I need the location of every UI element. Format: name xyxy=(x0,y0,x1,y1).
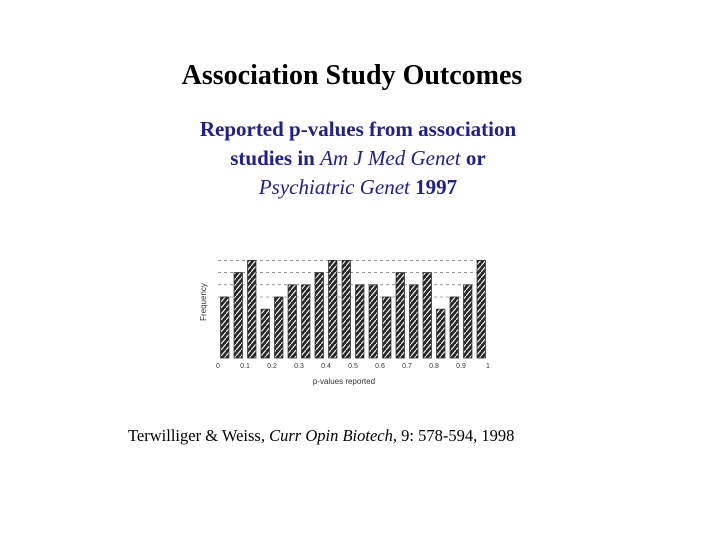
x-tick-label: 0.2 xyxy=(267,363,277,370)
x-ticks xyxy=(216,363,490,370)
x-tick-label: 0.6 xyxy=(375,363,385,370)
bar xyxy=(356,285,364,358)
bar xyxy=(302,285,310,358)
citation xyxy=(128,426,514,446)
x-tick-label: 0.5 xyxy=(348,363,358,370)
bar xyxy=(410,285,418,358)
x-tick-label: 0 xyxy=(216,363,220,370)
histogram-figure xyxy=(196,212,506,397)
bar xyxy=(383,297,391,358)
slide-subtitle xyxy=(100,115,616,202)
subtitle-line-2 xyxy=(100,144,616,173)
x-tick-label: 0.9 xyxy=(456,363,466,370)
bar xyxy=(275,297,283,358)
bar xyxy=(288,285,296,358)
journal-am-j-med-genet: Am J Med Genet xyxy=(320,146,461,170)
bar xyxy=(329,260,337,358)
x-tick-label: 0.3 xyxy=(294,363,304,370)
x-tick-label: 1 xyxy=(486,363,490,370)
bar xyxy=(450,297,458,358)
bar xyxy=(369,285,377,358)
bar xyxy=(396,273,404,358)
subtitle-year: 1997 xyxy=(409,175,458,199)
dashed-gridlines xyxy=(218,260,488,297)
bar xyxy=(248,260,256,358)
bars xyxy=(221,260,486,358)
subtitle-line-2-suffix: or xyxy=(460,146,486,170)
x-tick-label: 0.8 xyxy=(429,363,439,370)
citation-details: , 9: 578-594, 1998 xyxy=(392,426,515,445)
bar xyxy=(342,260,350,358)
bar xyxy=(464,285,472,358)
bar xyxy=(315,273,323,358)
x-tick-label: 0.1 xyxy=(240,363,250,370)
subtitle-line-2-prefix: studies in xyxy=(230,146,321,170)
y-axis-label: Frequency xyxy=(199,283,208,321)
bar xyxy=(221,297,229,358)
citation-authors: Terwilliger & Weiss, xyxy=(128,426,270,445)
journal-psychiatric-genet: Psychiatric Genet xyxy=(258,175,410,199)
subtitle-line-1: Reported p-values from association xyxy=(199,117,517,141)
subtitle-line-3 xyxy=(100,173,616,202)
bar xyxy=(437,309,445,358)
citation-journal: Curr Opin Biotech xyxy=(269,426,393,445)
slide-title: Association Study Outcomes xyxy=(181,60,523,91)
bar xyxy=(423,273,431,358)
x-axis-label: p-values reported xyxy=(312,377,376,386)
bar xyxy=(477,260,485,358)
x-tick-label: 0.7 xyxy=(402,363,412,370)
x-tick-label: 0.4 xyxy=(321,363,331,370)
p-value-histogram xyxy=(196,212,506,392)
bar xyxy=(261,309,269,358)
bar xyxy=(234,273,242,358)
